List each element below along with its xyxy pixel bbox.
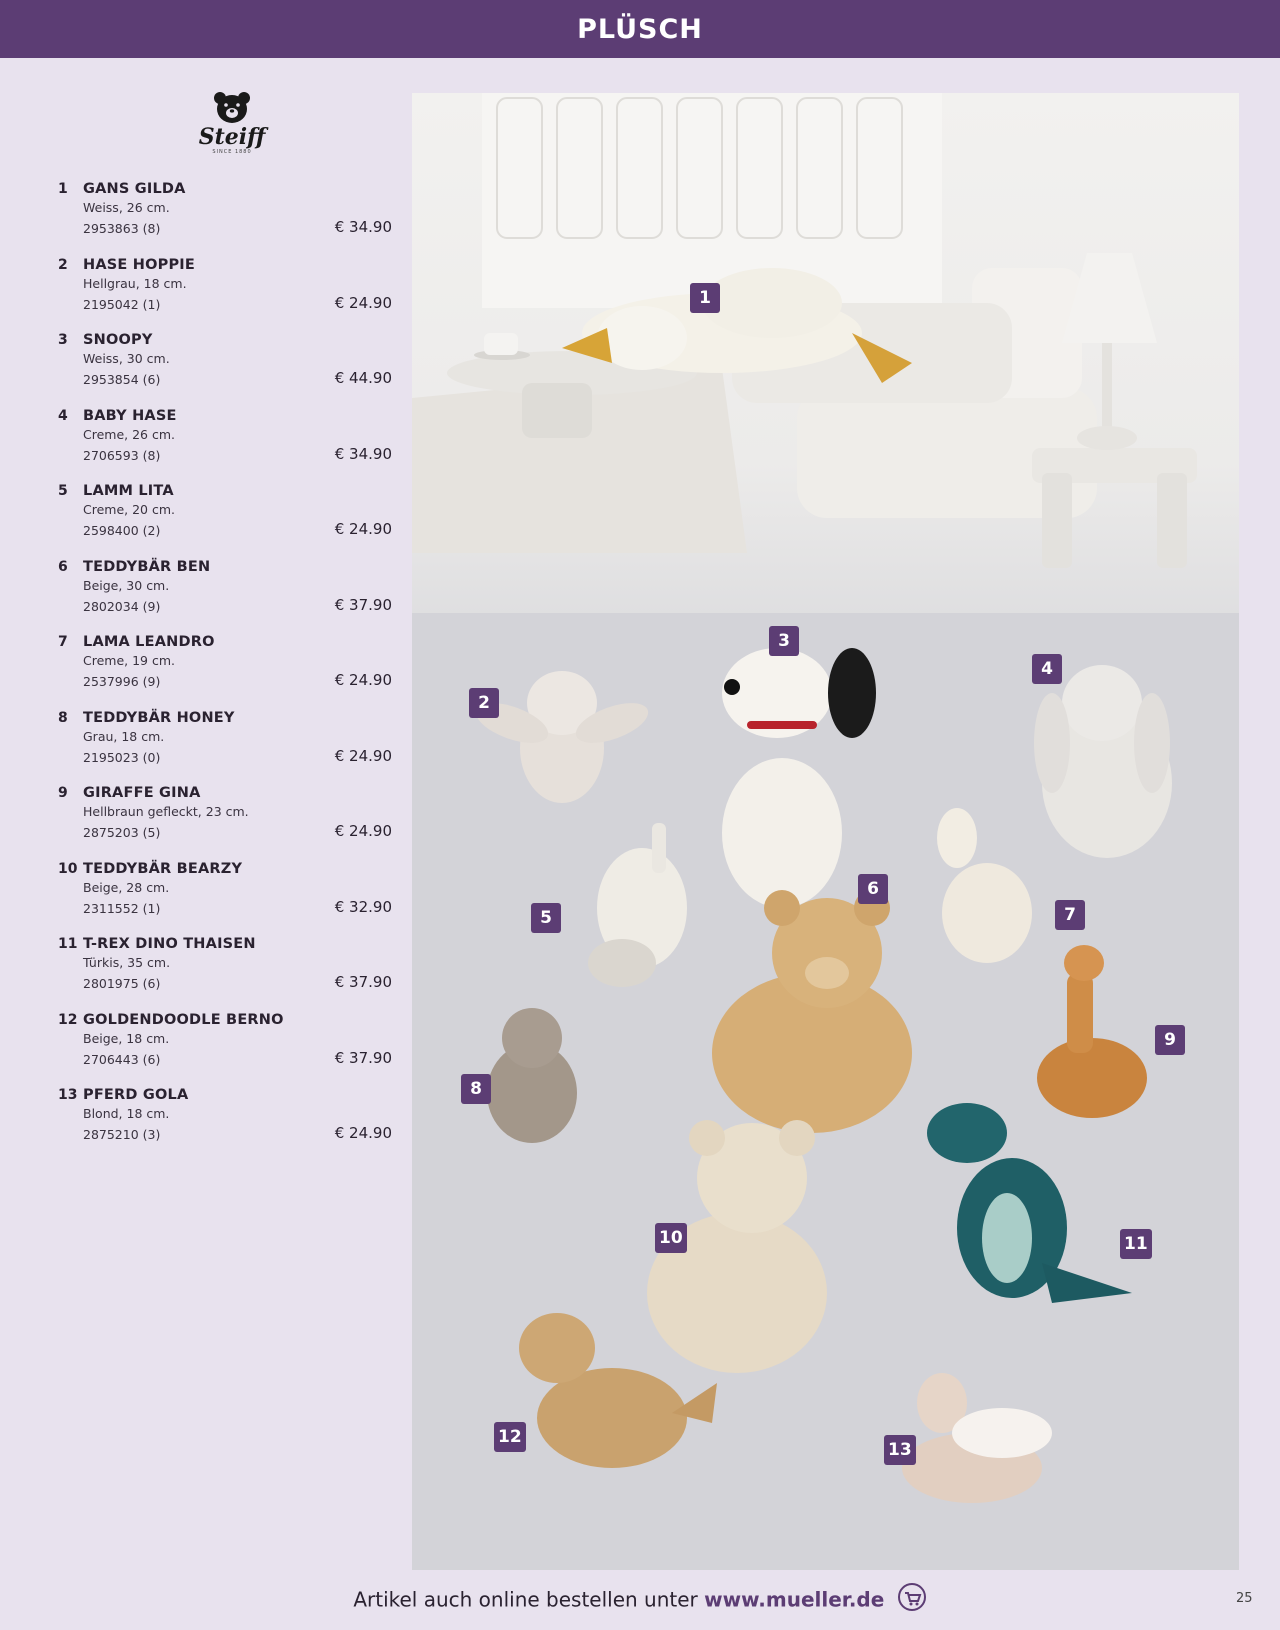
page-header — [0, 0, 1280, 58]
product-description: Grau, 18 cm. — [83, 728, 165, 744]
product-number: 8 — [58, 709, 68, 726]
teddy-head-icon — [212, 90, 252, 124]
product-item — [58, 559, 398, 629]
product-name: GIRAFFE GINA — [83, 785, 201, 801]
website-link[interactable]: www.mueller.de — [704, 1587, 885, 1612]
photo-badge: 12 — [494, 1422, 526, 1452]
photo-badge: 13 — [884, 1435, 916, 1465]
product-number: 13 — [58, 1087, 78, 1103]
product-name: GANS GILDA — [83, 181, 186, 197]
product-name: BABY HASE — [83, 407, 177, 424]
product-number: 9 — [58, 785, 68, 801]
footer — [0, 1582, 1280, 1616]
product-number: 12 — [58, 1011, 78, 1028]
product-number: 2 — [58, 256, 68, 273]
page-title: PLÜSCH — [577, 13, 703, 45]
photo-badge: 7 — [1055, 900, 1085, 930]
product-number: 10 — [58, 860, 78, 877]
product-item — [58, 483, 398, 553]
product-price: € 24.90 — [334, 746, 392, 765]
product-description: Beige, 18 cm. — [83, 1030, 170, 1046]
photo-badge: 8 — [461, 1074, 491, 1104]
product-price: € 24.90 — [334, 822, 392, 840]
product-name: PFERD GOLA — [83, 1087, 189, 1103]
product-item — [58, 634, 398, 704]
photo-badge: 1 — [690, 283, 720, 313]
product-description: Beige, 30 cm. — [83, 577, 170, 593]
product-item — [58, 257, 398, 327]
product-item — [58, 936, 398, 1006]
product-price: € 34.90 — [334, 218, 392, 236]
product-number: 1 — [58, 181, 68, 197]
product-price: € 32.90 — [334, 897, 392, 916]
product-code: 2801975 (6) — [83, 976, 161, 991]
product-number: 6 — [58, 558, 68, 575]
product-description: Türkis, 35 cm. — [83, 955, 171, 970]
page-number: 25 — [1236, 1591, 1253, 1606]
product-number: 4 — [58, 407, 68, 424]
product-name: LAMA LEANDRO — [83, 634, 215, 650]
brand-since: SINCE 1880 — [212, 149, 252, 155]
product-code: 2311552 (1) — [83, 900, 161, 916]
product-number: 11 — [58, 936, 78, 952]
product-code: 2802034 (9) — [83, 598, 161, 614]
lamp-shade — [1062, 253, 1157, 343]
product-price: € 24.90 — [334, 671, 392, 689]
product-number: 7 — [58, 634, 68, 650]
product-number: 5 — [58, 483, 68, 499]
product-price: € 24.90 — [334, 1124, 392, 1142]
product-name: T-REX DINO THAISEN — [83, 936, 256, 952]
product-description: Creme, 26 cm. — [83, 426, 175, 442]
product-code: 2537996 (9) — [83, 674, 161, 689]
product-code: 2875210 (3) — [83, 1127, 161, 1142]
product-description: Weiss, 26 cm. — [83, 200, 170, 215]
cart-icon — [897, 1582, 927, 1617]
product-item — [58, 1012, 398, 1082]
product-price: € 34.90 — [334, 444, 392, 463]
product-name: HASE HOPPIE — [83, 256, 195, 273]
product-description: Creme, 19 cm. — [83, 653, 175, 668]
product-code: 2875203 (5) — [83, 825, 161, 840]
plush-scene-illustration — [412, 93, 1239, 1570]
product-description: Weiss, 30 cm. — [83, 351, 170, 366]
photo-badge: 9 — [1155, 1025, 1185, 1055]
footer-text: Artikel auch online bestellen unter — [353, 1587, 698, 1612]
product-price: € 24.90 — [334, 520, 392, 538]
product-item — [58, 181, 398, 251]
product-price: € 37.90 — [334, 595, 392, 614]
steiff-logo — [182, 90, 282, 166]
photo-badge: 10 — [655, 1223, 687, 1253]
product-price: € 37.90 — [334, 1048, 392, 1067]
photo-badge: 2 — [469, 688, 499, 718]
brand-name: Steiff — [198, 124, 266, 150]
photo-badge: 3 — [769, 626, 799, 656]
product-description: Beige, 28 cm. — [83, 879, 170, 895]
product-code: 2706593 (8) — [83, 447, 161, 463]
product-description: Blond, 18 cm. — [83, 1106, 170, 1121]
wall-panel — [482, 93, 942, 308]
photo-badge: 11 — [1120, 1229, 1152, 1259]
product-price: € 37.90 — [334, 973, 392, 991]
product-price: € 44.90 — [334, 369, 392, 387]
product-item — [58, 1087, 398, 1157]
photo-badge: 6 — [858, 874, 888, 904]
product-code: 2706443 (6) — [83, 1051, 161, 1067]
product-description: Hellbraun gefleckt, 23 cm. — [83, 804, 249, 819]
product-number: 3 — [58, 332, 68, 348]
product-item — [58, 710, 398, 780]
photo-badge: 5 — [531, 903, 561, 933]
product-name: SNOOPY — [83, 332, 153, 348]
photo-badge: 4 — [1032, 654, 1062, 684]
product-code: 2195023 (0) — [83, 749, 161, 765]
product-name: GOLDENDOODLE BERNO — [83, 1011, 284, 1028]
product-description: Creme, 20 cm. — [83, 502, 175, 517]
product-photo — [412, 93, 1239, 1570]
product-code: 2195042 (1) — [83, 296, 161, 312]
product-item — [58, 861, 398, 931]
product-item — [58, 408, 398, 478]
product-code: 2953854 (6) — [83, 372, 161, 387]
product-name: TEDDYBÄR BEARZY — [83, 860, 243, 877]
product-code: 2953863 (8) — [83, 221, 161, 236]
product-name: TEDDYBÄR BEN — [83, 558, 211, 575]
product-item — [58, 785, 398, 855]
product-price: € 24.90 — [334, 293, 392, 312]
product-name: TEDDYBÄR HONEY — [83, 709, 235, 726]
product-code: 2598400 (2) — [83, 523, 161, 538]
product-description: Hellgrau, 18 cm. — [83, 275, 187, 291]
product-item — [58, 332, 398, 402]
product-name: LAMM LITA — [83, 483, 174, 499]
